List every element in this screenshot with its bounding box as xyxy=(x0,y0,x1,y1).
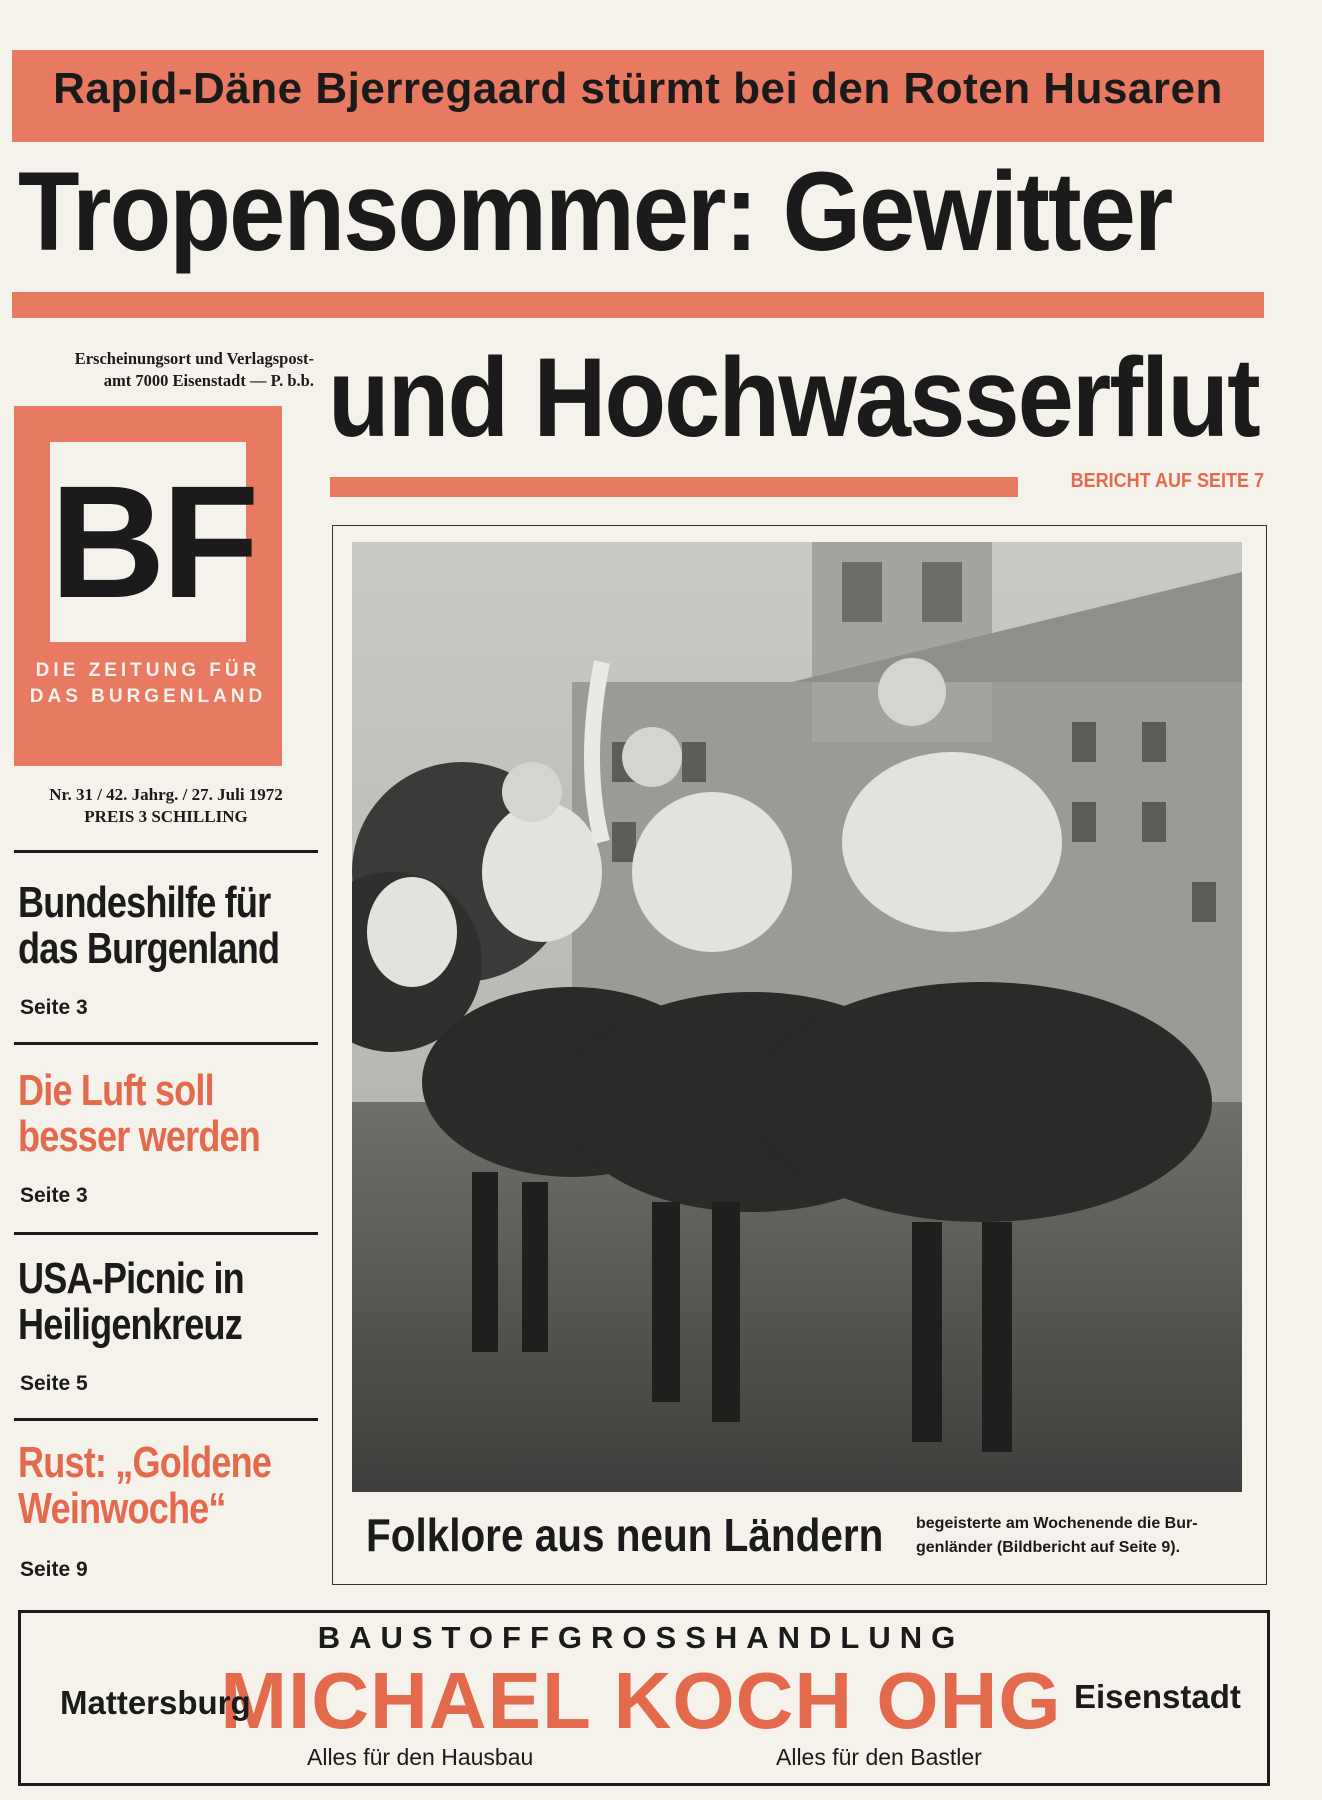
folklore-dancers-image xyxy=(352,542,1242,1492)
top-banner-text: Rapid-Däne Bjerregaard stürmt bei den Roten Husaren xyxy=(53,64,1223,113)
headline-rule-2 xyxy=(330,477,1018,497)
imprint-line-1: Erscheinungsort und Verlagspost- xyxy=(74,349,314,368)
ad-location-left: Mattersburg xyxy=(60,1684,251,1721)
photo-caption-headline: Folklore aus neun Ländern xyxy=(366,1509,884,1561)
divider xyxy=(14,1042,318,1045)
teaser-line: Rust: „Goldene xyxy=(18,1438,272,1487)
teaser-headline[interactable] xyxy=(18,1440,280,1532)
teaser-page: Seite 3 xyxy=(20,1184,88,1207)
divider xyxy=(14,1418,318,1421)
teaser-line: das Burgenland xyxy=(18,924,280,973)
issue-price: PREIS 3 SCHILLING xyxy=(84,807,248,826)
imprint xyxy=(14,348,314,392)
caption-line-1: begeisterte am Wochenende die Bur- xyxy=(916,1515,1198,1532)
teaser-page: Seite 3 xyxy=(20,996,88,1019)
issue-info xyxy=(14,784,318,828)
teaser-headline[interactable] xyxy=(18,880,280,972)
teaser-line: Heiligenkreuz xyxy=(18,1300,242,1349)
headline-rule xyxy=(12,292,1264,318)
teaser-line: Bundeshilfe für xyxy=(18,878,271,927)
teaser-page: Seite 9 xyxy=(20,1558,88,1581)
folklore-photo xyxy=(352,542,1242,1492)
photo-caption-text xyxy=(916,1512,1246,1560)
ad-slogan-right: Alles für den Bastler xyxy=(776,1744,982,1770)
imprint-line-2: amt 7000 Eisenstadt — P. b.b. xyxy=(103,371,314,390)
divider xyxy=(14,1232,318,1235)
teaser-page: Seite 5 xyxy=(20,1372,88,1395)
teaser-line: Die Luft soll xyxy=(18,1066,214,1115)
top-banner xyxy=(12,50,1264,142)
report-reference: BERICHT AUF SEITE 7 xyxy=(1070,470,1264,492)
ad-slogan-left: Alles für den Hausbau xyxy=(307,1744,534,1770)
ad-company-name: MICHAEL KOCH OHG xyxy=(220,1656,1062,1745)
tagline-line-1: DIE ZEITUNG FÜR xyxy=(35,660,261,681)
teaser-line: besser werden xyxy=(18,1112,261,1161)
headline-line-1: Tropensommer: Gewitter xyxy=(18,149,1172,274)
logo-tagline xyxy=(14,658,282,710)
teaser-headline[interactable] xyxy=(18,1068,280,1160)
issue-number: Nr. 31 / 42. Jahrg. / 27. Juli 1972 xyxy=(49,785,283,804)
logo-mark: BF xyxy=(50,452,256,631)
divider xyxy=(14,850,318,853)
ad-category: BAUSTOFFGROSSHANDLUNG xyxy=(317,1620,965,1655)
ad-location-right: Eisenstadt xyxy=(1074,1678,1241,1715)
masthead-logo xyxy=(14,406,282,766)
tagline-line-2: DAS BURGENLAND xyxy=(29,686,267,707)
teaser-headline[interactable] xyxy=(18,1256,280,1348)
logo-mark-box xyxy=(50,442,256,642)
headline-line-2: und Hochwasserflut xyxy=(328,335,1259,460)
caption-line-2: genländer (Bildbericht auf Seite 9). xyxy=(916,1539,1181,1556)
teaser-line: USA-Picnic in xyxy=(18,1254,244,1303)
teaser-line: Weinwoche“ xyxy=(18,1484,226,1533)
